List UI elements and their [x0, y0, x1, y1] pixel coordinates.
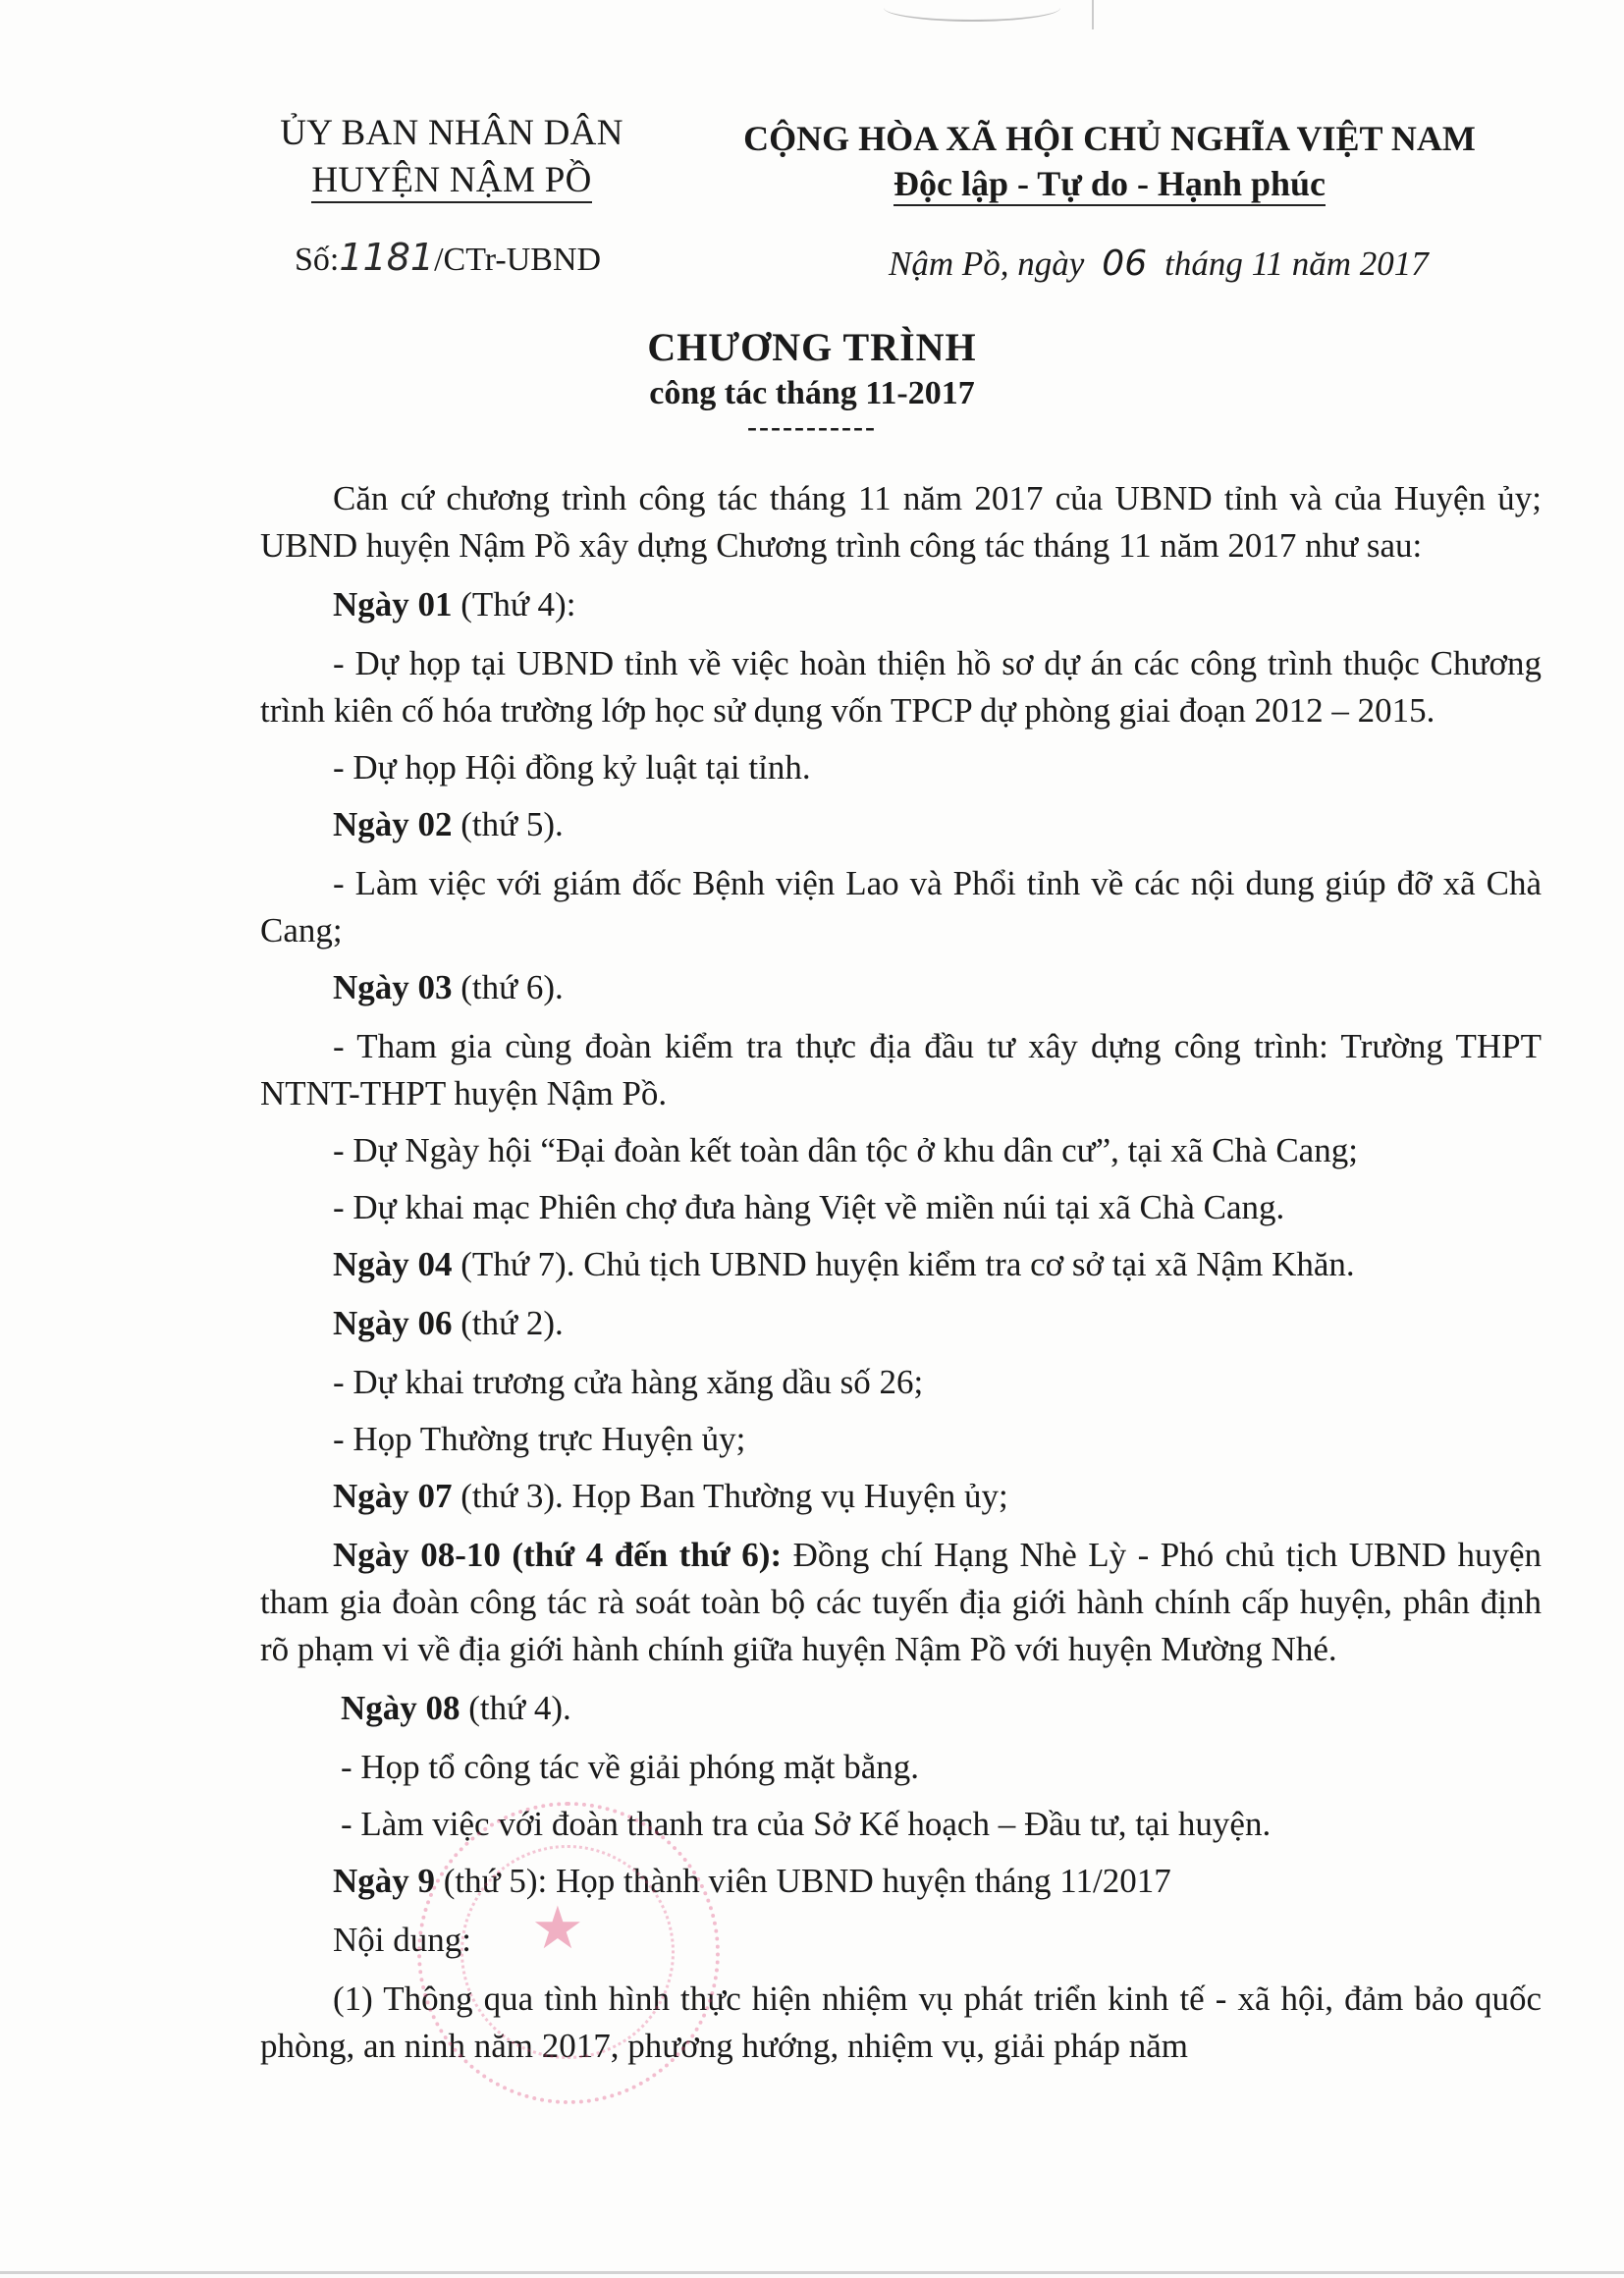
day-detail: (thứ 5). [452, 805, 564, 843]
day-04-heading [260, 1241, 1542, 1288]
day-detail: (Thứ 7). Chủ tịch UBND huyện kiểm tra cơ sở tại xã Nậm Khăn. [452, 1245, 1355, 1283]
title-separator: ----------- [747, 410, 877, 443]
day-detail: Đồng chí Hạng Nhè Lỳ - Phó chủ tịch UBND huyện tham gia đoàn công tác rà soát toàn bộ các tuyến địa giới hành chính cấp huyện, phân định rõ phạm vi về địa giới hành chính giữa huyện Nậm Pồ với huyện Mường Nhé. [260, 1536, 1542, 1668]
day-label: Ngày 08-10 (thứ 4 đến thứ 6): [333, 1536, 783, 1574]
scan-fold-mark [884, 0, 1060, 22]
document-title: CHƯƠNG TRÌNH [647, 325, 977, 369]
day-label: Ngày 07 [333, 1477, 453, 1515]
day-detail: (thứ 3). Họp Ban Thường vụ Huyện ủy; [452, 1477, 1008, 1515]
date-suffix: tháng 11 năm 2017 [1164, 244, 1429, 283]
document-number [295, 236, 601, 279]
day-07-heading [260, 1473, 1542, 1520]
day-detail: (Thứ 4): [452, 585, 576, 624]
day-03-heading [260, 964, 1542, 1011]
national-header [707, 116, 1512, 206]
document-subtitle: công tác tháng 11-2017 [649, 375, 975, 411]
day-label: Ngày 04 [333, 1245, 453, 1283]
day-label: Ngày 02 [333, 805, 453, 843]
day-detail: (thứ 6). [452, 968, 564, 1006]
day-06-item-1: - Dự khai trương cửa hàng xăng dầu số 26; [333, 1363, 924, 1401]
document-date [889, 244, 1429, 284]
day-01-heading [260, 581, 1542, 628]
day-08-item-1: - Họp tổ công tác về giải phóng mặt bằng. [341, 1748, 920, 1786]
day-03-item-3: - Dự khai mạc Phiên chợ đưa hàng Việt về miền núi tại xã Chà Cang. [333, 1188, 1285, 1226]
day-01-item-2: - Dự họp Hội đồng kỷ luật tại tỉnh. [333, 748, 811, 786]
intro-paragraph: Căn cứ chương trình công tác tháng 11 năm 2017 của UBND tỉnh và của Huyện ủy; UBND huyện Nậm Pồ xây dựng Chương trình công tác tháng 11 năm 2017 như sau: [260, 479, 1542, 565]
day-detail: (thứ 2). [452, 1304, 564, 1342]
number-suffix: /CTr-UBND [434, 242, 602, 278]
number-prefix: Số: [295, 242, 340, 278]
day-detail: (thứ 5): Họp thành viên UBND huyện tháng 11/2017 [435, 1862, 1171, 1900]
day-label: Ngày 01 [333, 585, 453, 624]
agency-line-1: ỦY BAN NHÂN DÂN [280, 113, 623, 153]
day-03-item-1: - Tham gia cùng đoàn kiểm tra thực địa đầu tư xây dựng công trình: Trường THPT NTNT-THPT huyện Nậm Pồ. [260, 1027, 1542, 1112]
day-06-item-2: - Họp Thường trực Huyện ủy; [333, 1420, 746, 1458]
date-day: 06 [1102, 244, 1148, 284]
day-label: Ngày 9 [333, 1862, 436, 1900]
day-label: Ngày 06 [333, 1304, 453, 1342]
day-label: Ngày 03 [333, 968, 453, 1006]
day-08-item-2: - Làm việc với đoàn thanh tra của Sở Kế hoạch – Đầu tư, tại huyện. [341, 1805, 1272, 1843]
country-name: CỘNG HÒA XÃ HỘI CHỦ NGHĨA VIỆT NAM [743, 119, 1476, 158]
document-body [260, 475, 1542, 2082]
scan-edge-mark [1092, 0, 1094, 29]
scan-bottom-edge [0, 2271, 1624, 2274]
content-label: Nội dung: [333, 1921, 471, 1959]
day-detail: (thứ 4). [460, 1689, 571, 1727]
agency-line-2: HUYỆN NẬM PỒ [311, 160, 591, 203]
day-02-heading [260, 801, 1542, 848]
number-value: 1181 [339, 236, 435, 279]
day-02-item-1: - Làm việc với giám đốc Bệnh viện Lao và Phổi tỉnh về các nội dung giúp đỡ xã Chà Cang; [260, 864, 1542, 949]
day-08-heading [260, 1685, 1542, 1732]
national-motto: Độc lập - Tự do - Hạnh phúc [893, 163, 1326, 206]
day-09-heading [260, 1858, 1542, 1905]
content-item-1: (1) Thông qua tình hình thực hiện nhiệm vụ phát triển kinh tế - xã hội, đảm bảo quốc phòng, an ninh năm 2017, phương hướng, nhiệm vụ, giải pháp năm [260, 1980, 1542, 2065]
day-06-heading [260, 1300, 1542, 1347]
day-01-item-1: - Dự họp tại UBND tỉnh về việc hoàn thiện hồ sơ dự án các công trình thuộc Chương trình kiên cố hóa trường lớp học sử dụng vốn TPCP dự phòng giai đoạn 2012 – 2015. [260, 644, 1542, 730]
day-label: Ngày 08 [341, 1689, 460, 1727]
agency-header [245, 110, 658, 204]
stamp-star-icon: ★ [531, 1894, 584, 1963]
date-prefix: Nậm Pồ, ngày [889, 244, 1085, 283]
day-03-item-2: - Dự Ngày hội “Đại đoàn kết toàn dân tộc ở khu dân cư”, tại xã Chà Cang; [333, 1131, 1358, 1169]
day-08-10-paragraph [260, 1532, 1542, 1673]
